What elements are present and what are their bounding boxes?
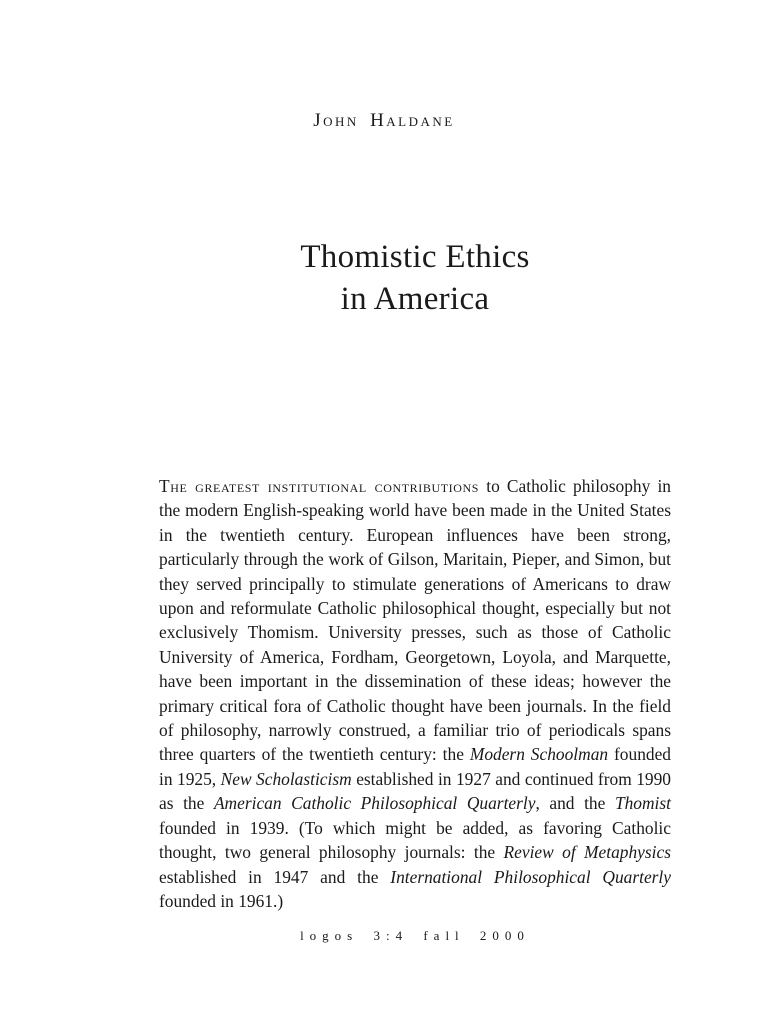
- journal-title: Modern Schoolman: [469, 744, 609, 765]
- text-segment: to Catholic philosophy in the modern English-speaking world have been made in the United States in the twentieth century. European influences have been strong, particularly through the work of Gilson, Maritain, Pieper, and Simon, but they served principally to stimulate generations of Americans to draw upon and reformulate Catholic philosophical thought, especially but not exclusively Thomism. University presses, such as those of Catholic University of America, Fordham, Georgetown, Loyola, and Marquette, have been important in the dissemination of these ideas; however the primary critical fora of Catholic thought have been journals. In the field of philosophy, narrowly construed, a familiar trio of periodicals spans three quarters of the twentieth century: the: [159, 476, 671, 765]
- journal-title: Review of Metaphysics: [503, 842, 671, 863]
- title-line-1: Thomistic Ethics: [300, 239, 530, 275]
- text-segment: established in 1927 and continued from 1990 as the: [159, 768, 671, 814]
- text-segment: founded in 1961.): [159, 890, 284, 911]
- title-line-2: in America: [340, 281, 490, 317]
- journal-title: American Catholic Philosophical Quarterly: [213, 793, 536, 814]
- text-segment: , and the: [535, 793, 615, 814]
- lead-in: The greatest institutional contributions: [159, 476, 480, 496]
- article-title: [0, 236, 768, 320]
- author-name: John Haldane: [313, 110, 455, 131]
- text-segment: founded in 1925,: [159, 744, 671, 789]
- text-segment: established in 1947 and the: [159, 866, 391, 887]
- journal-title: International Philosophical Quarterly: [390, 866, 671, 887]
- text-segment: founded in 1939. (To which might be added, as favoring Catholic thought, two general philosophy journals: the: [159, 817, 671, 863]
- journal-title: New Scholasticism: [220, 768, 352, 789]
- journal-title: Thomist: [614, 793, 671, 814]
- page-footer: logos 3:4 fall 2000: [300, 928, 530, 943]
- body-paragraph: [159, 474, 671, 913]
